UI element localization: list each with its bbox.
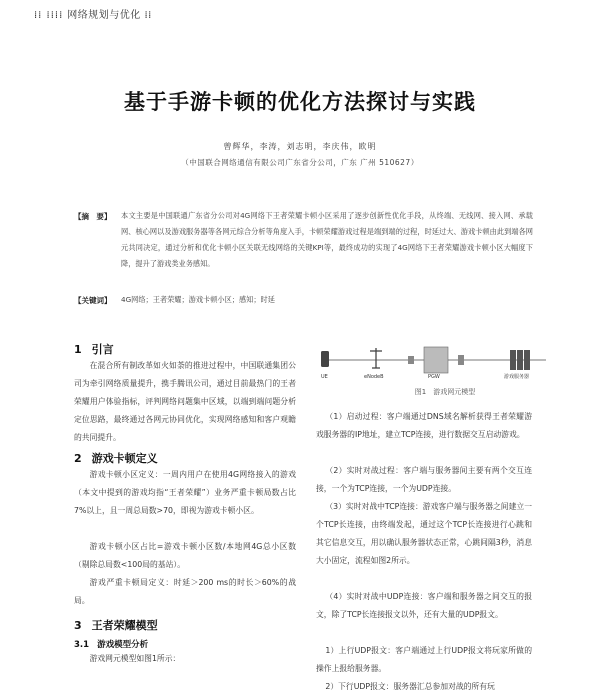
authors: 曾辉华，李涛，刘志明，李庆伟，欧明 [223,142,377,151]
ue-label: UE [321,374,328,380]
pgw-label: PGW [428,374,440,380]
definition-paragraph-2: 游戏卡顿小区占比=游戏卡顿小区数/本地网4G总小区数（剔除总局数<100局的基站）。 [74,542,296,569]
process-paragraph-5: 1）上行UDP报文：客户端通过上行UDP报文将玩家所做的操作上报给服务器。 [316,646,532,673]
abstract-label: 【摘 要】 [74,212,112,221]
process-paragraph-4: （4）实时对战中UDP连接：客户端和服务器之间交互的报文，除了TCP长连接报文以外，还有大量的UDP报文。 [316,592,532,619]
section-3-heading [74,617,158,633]
definition-paragraph-3: 游戏严重卡顿局定义：时延＞200 ms的时长＞60%的战局。 [74,578,296,605]
server-label: 游戏服务器 [504,374,530,380]
section-number: 3 [74,619,82,632]
section-title: 游戏卡顿定义 [91,452,158,465]
affiliation: （中国联合网络通信有限公司广东省分公司，广东 广州 510627） [181,158,419,167]
network-element-diagram [314,342,564,380]
figure-caption: 图1 游戏网元模型 [414,388,476,396]
definition-paragraph-1: 游戏卡顿小区定义：一周内用户在使用4G网络接入的游戏（本文中提到的游戏均指“王者荣耀”）业务严重卡顿局数占比7%以上，且一周总局数>70，即视为游戏卡顿小区。 [74,470,296,515]
intro-paragraph: 在混合所有制改革如火如荼的推进过程中，中国联通集团公司为牵引网络质量提升，携手腾讯公司，通过目前最热门的王者荣耀用户体验指标，评判网络问题集中区域，以端到端问题分析定位思路，最终通过各网元协同优化，实现网络感知和客户观瞻的共同提升。 [74,361,296,442]
header-tail: ⁞⁞ [144,10,152,21]
phone-icon [321,351,329,367]
enb-label: eNodeB [364,374,384,380]
process-paragraph-1: （1）启动过程：客户端通过DNS域名解析获得王者荣耀游戏服务器的IP地址，建立TCP连接，进行数据交互启动游戏。 [316,412,532,439]
subsection-number: 3.1 [74,640,90,650]
section-number: 1 [74,343,82,356]
server-icon [510,350,516,370]
section-1-heading [74,341,114,357]
subsection-title: 游戏模型分析 [97,640,149,650]
server-icon [524,350,530,370]
relay-node-icon [458,355,464,365]
relay-node-icon [408,356,414,364]
server-icon [517,350,523,370]
process-paragraph-6: 2）下行UDP报文：服务器汇总参加对战的所有玩 [325,682,495,691]
running-header [34,6,152,21]
section-title: 引言 [91,343,114,356]
header-bars: ⁞⁞ ⁞⁞⁞⁞ [34,10,64,21]
subsection-heading [74,638,148,650]
keywords-label: 【关键词】 [74,296,112,305]
header-section: 网络规划与优化 [67,10,141,21]
keywords-text: 4G网络；王者荣耀；游戏卡顿小区；感知；时延 [121,295,275,304]
pgw-icon [424,347,448,373]
process-paragraph-3: （3）实时对战中TCP连接：游戏客户端与服务器之间建立一个TCP长连接，由终端发起，通过这个TCP长连接进行心跳和其它信息交互，用以确认服务器状态正常，心跳间隔3秒，消息大小固定，流程如图2所示。 [316,502,532,565]
section-number: 2 [74,452,82,465]
process-paragraph-2: （2）实时对战过程：客户端与服务器间主要有两个交互连接，一个为TCP连接，一个为UDP连接。 [316,466,532,493]
paper-title: 基于手游卡顿的优化方法探讨与实践 [124,90,476,114]
section-2-heading [74,450,158,466]
section-title: 王者荣耀模型 [91,619,158,632]
model-paragraph: 游戏网元模型如图1所示： [89,654,181,663]
antenna-icon [370,348,382,368]
abstract-text: 本文主要是中国联通广东省分公司对4G网络下王者荣耀卡顿小区采用了逐步创新性优化手段，从终端、无线网、接入网、承载网、核心网以及游戏服务器等各网元综合分析等角度入手，卡顿荣耀游戏过程是端到端的过程，时延过大、游戏卡顿由此到端各网元共同决定，通过分析和优化卡顿小区关联无线网络的关键KPI等，最终成功的实现了4G网络下王者荣耀游戏卡顿小区大幅度下降，提升了游戏类业务感知。 [121,211,533,268]
